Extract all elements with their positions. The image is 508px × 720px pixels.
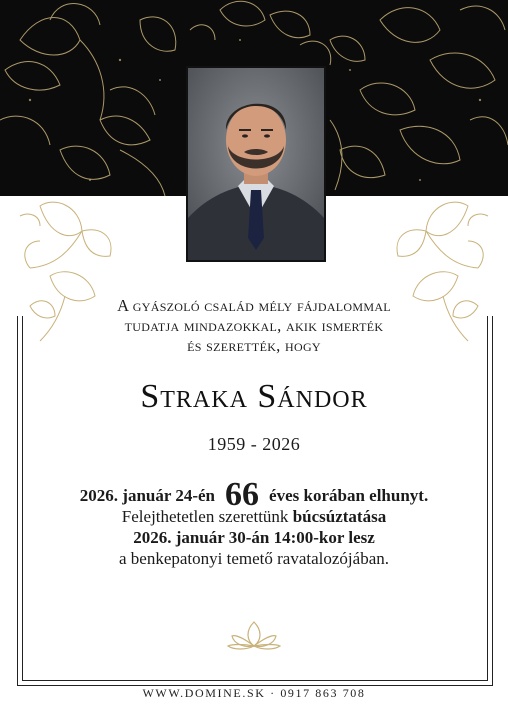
funeral-datetime-text: 2026. január 30-án 14:00-kor lesz: [133, 528, 375, 547]
website-link[interactable]: WWW.DOMINE.SK: [142, 686, 266, 700]
separator: ·: [270, 686, 276, 700]
age-number: 66: [225, 476, 260, 513]
farewell-word: búcsúztatása: [292, 507, 387, 526]
life-years: 1959 - 2026: [207, 434, 301, 454]
footer-contact: [0, 686, 508, 701]
age-suffix: éves korában elhunyt.: [269, 486, 429, 505]
portrait-photo: [188, 68, 324, 260]
deceased-name: Straka Sándor: [140, 378, 368, 415]
farewell-line: [30, 506, 478, 527]
death-date: 2026. január 24-én: [79, 486, 216, 505]
intro-line: A gyászoló család mély fájdalommal: [117, 296, 391, 315]
intro-line: és szerették, hogy: [187, 336, 321, 355]
phone-number[interactable]: 0917 863 708: [280, 686, 366, 700]
intro-line: tudatja mindazokkal, akik ismerték: [124, 316, 384, 335]
funeral-details: [30, 476, 478, 569]
lotus-icon: [226, 618, 282, 652]
death-line: [30, 476, 478, 513]
funeral-datetime: [30, 527, 478, 548]
funeral-place: a benkepatonyi temető ravatalozójában.: [119, 549, 389, 568]
farewell-prefix: Felejthetetlen szerettünk: [121, 507, 289, 526]
announcement-intro: [60, 296, 448, 356]
